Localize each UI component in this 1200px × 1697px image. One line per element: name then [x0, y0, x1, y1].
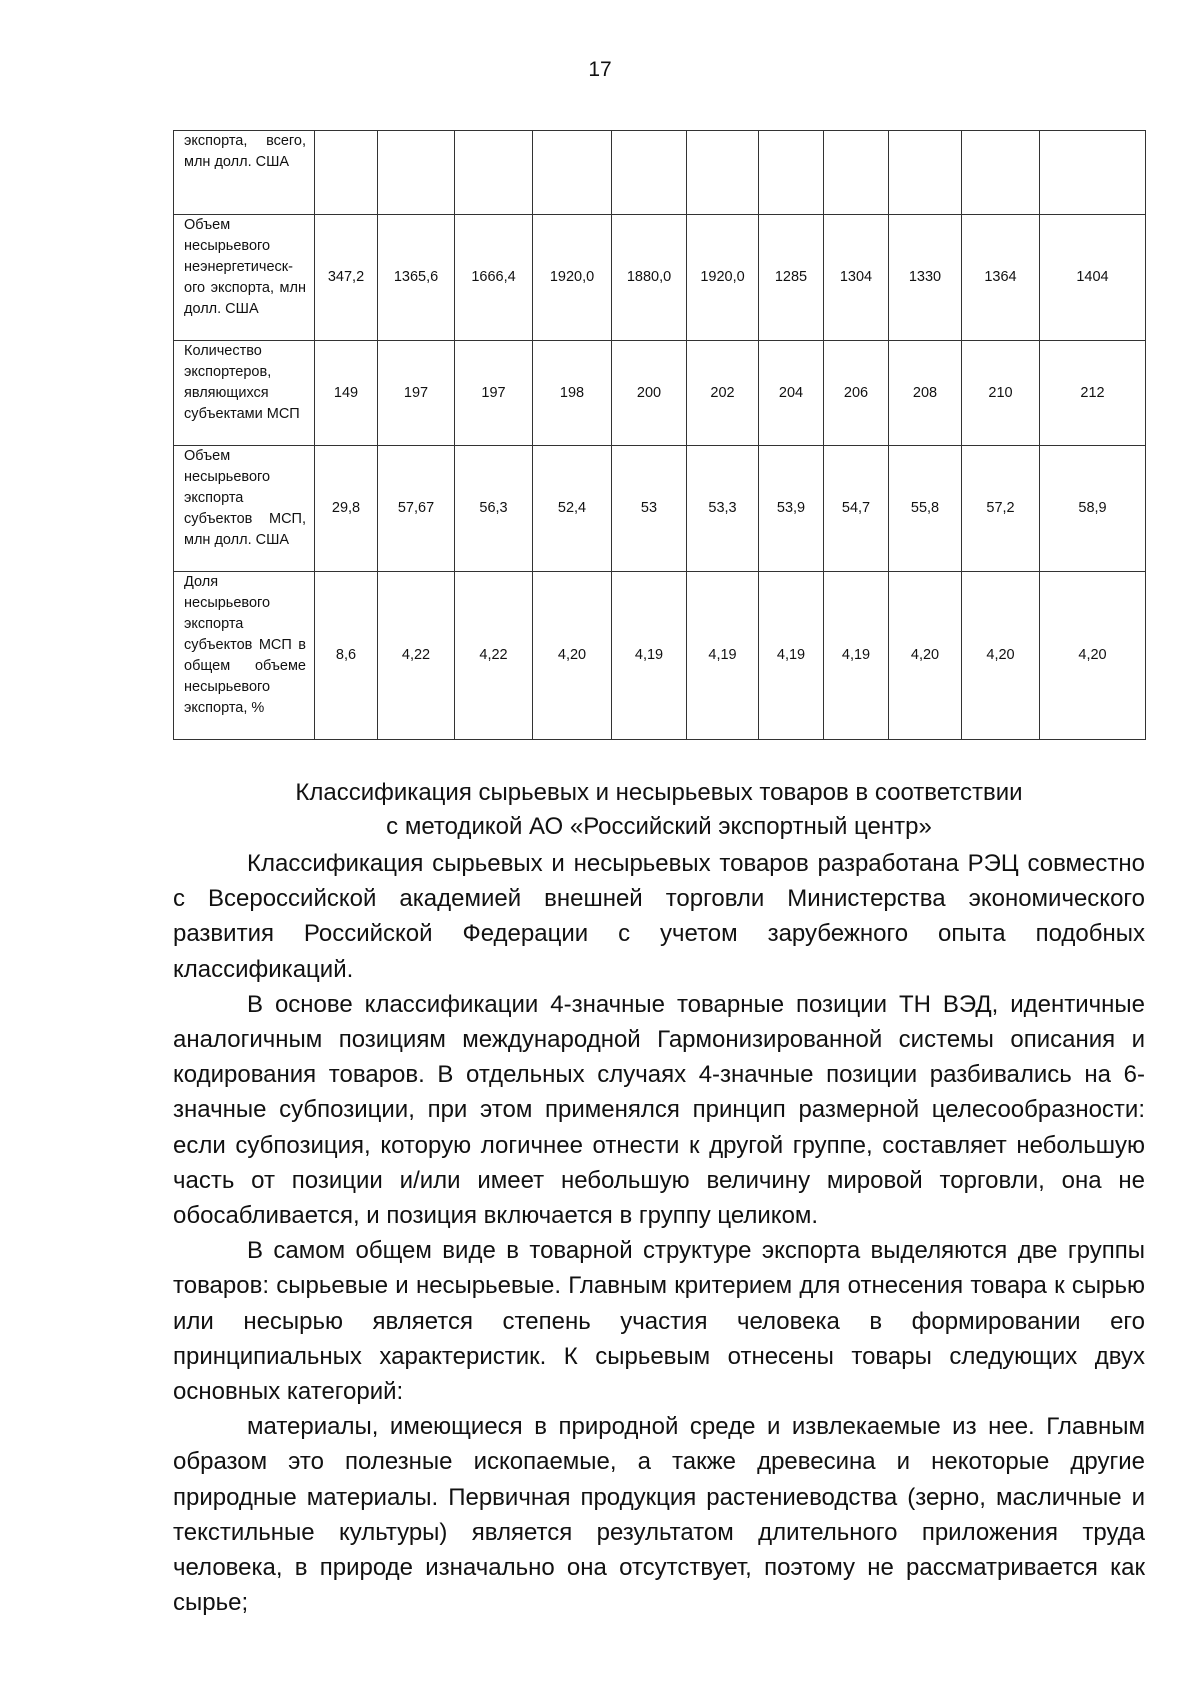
table-cell: 4,20: [1040, 572, 1146, 740]
table-cell: [824, 131, 889, 215]
table-cell: [759, 131, 824, 215]
table-cell: [889, 131, 962, 215]
table-cell: 206: [824, 341, 889, 446]
table-cell: 1920,0: [533, 215, 612, 341]
table-cell: 53,3: [687, 446, 759, 572]
table-cell: 54,7: [824, 446, 889, 572]
table-row: [174, 131, 1146, 215]
table-cell: 197: [378, 341, 455, 446]
table-cell: 198: [533, 341, 612, 446]
table-cell: 1404: [1040, 215, 1146, 341]
table-cell: 52,4: [533, 446, 612, 572]
table-cell: 57,67: [378, 446, 455, 572]
row-label: Объем несырьевого экспорта субъектов МСП, млн долл. США: [174, 446, 315, 572]
table-cell: 4,22: [378, 572, 455, 740]
table-cell: 29,8: [315, 446, 378, 572]
table-cell: 4,19: [824, 572, 889, 740]
table-cell: [533, 131, 612, 215]
table-cell: 4,22: [455, 572, 533, 740]
table-cell: [455, 131, 533, 215]
table-cell: 1666,4: [455, 215, 533, 341]
table-cell: 8,6: [315, 572, 378, 740]
row-label: Доля несырьевого экспорта субъектов МСП в общем объеме несырьевого экспорта, %: [174, 572, 315, 740]
table-cell: 4,20: [962, 572, 1040, 740]
data-table: [173, 130, 1146, 740]
table-cell: 4,20: [889, 572, 962, 740]
table-cell: 56,3: [455, 446, 533, 572]
table-cell: 58,9: [1040, 446, 1146, 572]
paragraph: В основе классификации 4-значные товарные позиции ТН ВЭД, идентичные аналогичным позициям международной Гармонизированной системы описания и кодирования товаров. В отдельных случаях 4-значные позиции разбивались на 6-значные субпозиции, при этом применялся принцип размерной целесообразности: если субпозиция, которую логичнее отнести к другой группе, составляет небольшую часть от позиции и/или имеет небольшую величину мировой торговли, она не обосабливается, и позиция включается в группу целиком.: [173, 990, 1145, 1230]
table-cell: 347,2: [315, 215, 378, 341]
row-label: Количество экспортеров, являющихся субъектами МСП: [174, 341, 315, 446]
paragraph: В самом общем виде в товарной структуре экспорта выделяются две группы товаров: сырьевые и несырьевые. Главным критерием для отнесения товара к сырью или несырью является степень участия человека в формировании его принципиальных характеристик. К сырьевым отнесены товары следующих двух основных категорий:: [173, 1237, 1145, 1406]
table-cell: 4,19: [759, 572, 824, 740]
table-cell: 1365,6: [378, 215, 455, 341]
paragraph: Классификация сырьевых и несырьевых товаров разработана РЭЦ совместно с Всероссийской академией внешней торговли Министерства экономического развития Российской Федерации с учетом зарубежного опыта подобных классификаций.: [173, 850, 1145, 983]
table-cell: 1330: [889, 215, 962, 341]
section-heading-line-2: с методикой АО «Российский экспортный центр»: [386, 813, 932, 840]
table-cell: 4,20: [533, 572, 612, 740]
table-row: [174, 341, 1146, 446]
table-cell: 210: [962, 341, 1040, 446]
table-cell: 212: [1040, 341, 1146, 446]
table-cell: 200: [612, 341, 687, 446]
row-label: экспорта, всего, млн долл. США: [174, 131, 315, 215]
table-cell: 1364: [962, 215, 1040, 341]
table-cell: 1285: [759, 215, 824, 341]
table-cell: [378, 131, 455, 215]
table-cell: 149: [315, 341, 378, 446]
table-cell: 53,9: [759, 446, 824, 572]
table-cell: [1040, 131, 1146, 215]
table-cell: 4,19: [687, 572, 759, 740]
table-cell: [315, 131, 378, 215]
table-cell: 53: [612, 446, 687, 572]
paragraph: материалы, имеющиеся в природной среде и извлекаемые из нее. Главным образом это полезные ископаемые, а также древесина и некоторые другие природные материалы. Первичная продукция растениеводства (зерно, масличные и текстильные культуры) является результатом длительного приложения труда человека, в природе изначально она отсутствует, поэтому не рассматривается как сырье;: [173, 1413, 1145, 1617]
table-row: [174, 446, 1146, 572]
row-label: Объем несырьевого неэнергетическ-ого экспорта, млн долл. США: [174, 215, 315, 341]
table-cell: 197: [455, 341, 533, 446]
body-text: [173, 846, 1145, 1620]
section-heading: [173, 776, 1145, 844]
page-number: 17: [588, 58, 612, 81]
section-heading-line-1: Классификация сырьевых и несырьевых товаров в соответствии: [295, 779, 1023, 806]
table-cell: 1920,0: [687, 215, 759, 341]
table-cell: [962, 131, 1040, 215]
table-cell: 1880,0: [612, 215, 687, 341]
table-cell: 4,19: [612, 572, 687, 740]
table-cell: [687, 131, 759, 215]
table-cell: 208: [889, 341, 962, 446]
table-row: [174, 215, 1146, 341]
table-cell: 55,8: [889, 446, 962, 572]
table-cell: 57,2: [962, 446, 1040, 572]
table-row: [174, 572, 1146, 740]
table-cell: 202: [687, 341, 759, 446]
table-cell: 1304: [824, 215, 889, 341]
table-cell: 204: [759, 341, 824, 446]
table-cell: [612, 131, 687, 215]
